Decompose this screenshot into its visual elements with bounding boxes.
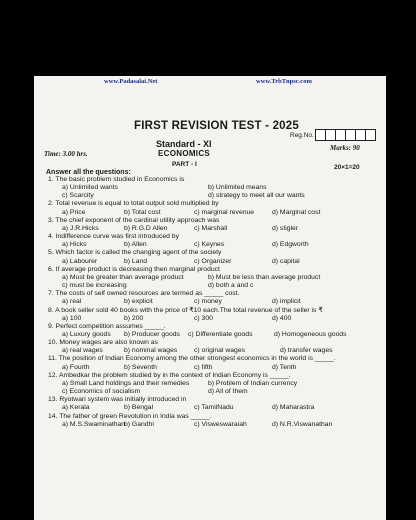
answer-option[interactable]: c) Organizer (194, 257, 232, 265)
answer-option[interactable]: a) J.R.Hicks (62, 224, 99, 232)
question-text: 7. The costs of self owned resources are termed as _____ cost. (48, 290, 240, 298)
answer-option[interactable]: b) Bengal (124, 404, 154, 412)
answer-option[interactable]: a) 100 (62, 314, 82, 322)
reg-number-box (290, 129, 376, 141)
option-group (48, 315, 380, 323)
question-text: 1. The basic problem studied in Economics is (48, 176, 185, 183)
part-label: PART - I (172, 161, 197, 168)
answer-option[interactable]: b) Allen (124, 241, 147, 249)
answer-option[interactable]: c) 300 (194, 314, 213, 322)
left-site-link[interactable]: www.Padasalai.Net (104, 78, 158, 85)
answer-option[interactable]: d) implicit (272, 298, 301, 306)
answer-option[interactable]: b) nominal wages (124, 347, 178, 355)
option-group (48, 225, 380, 233)
question-item (48, 372, 380, 396)
answer-option[interactable]: a) Kerala (62, 404, 90, 412)
option-group (48, 298, 380, 306)
option-group (48, 364, 380, 372)
answer-option[interactable]: b) Land (124, 257, 148, 265)
reg-label: Reg.No. (290, 131, 314, 139)
answer-option[interactable]: c) money (194, 298, 222, 306)
answer-option[interactable]: d) stigler (272, 224, 299, 232)
question-item (48, 266, 380, 290)
answer-option[interactable]: c) Differentiate goods (188, 330, 253, 338)
answer-option[interactable]: d) capital (272, 257, 300, 265)
question-text: 5. Which factor is called the changing agent of the society (48, 249, 222, 257)
answer-option[interactable]: a) Hicks (62, 241, 87, 249)
question-text: 2. Total revenue is equal to total output sold multiplied by (48, 200, 219, 208)
standard-label: Standard - XI (156, 139, 212, 149)
answer-option[interactable]: d) Edgworth (272, 241, 309, 249)
answer-option[interactable]: b) 200 (124, 314, 144, 322)
question-text: 12. Ambedkar the problem studied by in the context of Indian Economy is _____. (48, 371, 291, 379)
question-item (48, 233, 380, 249)
answer-option[interactable]: b) explicit (124, 298, 153, 306)
exam-title: FIRST REVISION TEST - 2025 (134, 120, 299, 132)
question-item (48, 176, 380, 200)
option-group (48, 331, 380, 339)
option-group (48, 421, 380, 429)
answer-option[interactable]: d) Marginal cost (272, 208, 321, 216)
instruction: Answer all the questions: (46, 169, 131, 176)
option-group (48, 184, 380, 200)
question-item (48, 249, 380, 265)
answer-option[interactable]: d) transfer wages (280, 347, 333, 355)
option-group (48, 380, 380, 396)
question-item (48, 413, 380, 429)
answer-option[interactable]: b) Unlimited means (208, 184, 267, 192)
answer-option[interactable]: a) Small Land holdings and their remedies (62, 379, 190, 387)
score-label: 20×1=20 (334, 164, 360, 171)
answer-option[interactable]: d) All of them (208, 388, 248, 396)
question-text: 3. The chief exponent of the cardinal utility approach was (48, 216, 220, 224)
answer-option[interactable]: d) both a and c (208, 282, 254, 290)
answer-option[interactable]: d) 400 (272, 314, 292, 322)
time-label: Time: 3.00 hrs. (44, 150, 88, 158)
question-text: 11. The position of Indian Economy among the other strongest economics in the world is _____. (48, 355, 336, 363)
answer-option[interactable]: d) Tenth (272, 363, 297, 371)
answer-option[interactable]: d) N.R.Viswanathan (272, 420, 333, 428)
answer-option[interactable]: b) Gandhi (124, 420, 154, 428)
answer-option[interactable]: a) Must be greater than average product (62, 273, 184, 281)
answer-option[interactable]: a) Luxury goods (62, 330, 111, 338)
exam-paper (34, 76, 386, 520)
question-text: 13. Ryotwari system was initially introduced in (48, 396, 187, 404)
answer-option[interactable]: a) Price (62, 208, 86, 216)
answer-option[interactable]: b) Seventh (124, 363, 157, 371)
answer-option[interactable]: a) real (62, 298, 82, 306)
question-item (48, 307, 380, 323)
question-list (48, 176, 380, 429)
subject-label: ECONOMICS (158, 149, 211, 158)
answer-option[interactable]: a) real wages (62, 347, 103, 355)
option-group (48, 404, 380, 412)
question-text: 10. Money wages are also known as (48, 339, 158, 347)
question-item (48, 290, 380, 306)
answer-option[interactable]: d) strategy to meet all our wants (208, 192, 305, 200)
question-text: 14. The father of green Revolution in India was _____. (48, 412, 212, 420)
question-text: 8. A book seller sold 40 books with the price of ₹10 each.The total revenue of the seller is ₹ (48, 306, 323, 314)
reg-cell (365, 129, 376, 141)
answer-option[interactable]: c) Keynes (194, 241, 225, 249)
question-item (48, 200, 380, 216)
option-group (48, 209, 380, 217)
answer-option[interactable]: d) Homogeneous goods (274, 330, 347, 338)
question-text: 9. Perfect competition assumes _____. (48, 322, 166, 330)
answer-option[interactable]: a) Unlimited wants (62, 184, 118, 192)
answer-option[interactable]: b) Problem of Indian currency (208, 379, 298, 387)
answer-option[interactable]: b) Must be less than average product (208, 273, 321, 281)
answer-option[interactable]: b) Producer goods (124, 330, 180, 338)
question-item (48, 339, 380, 355)
answer-option[interactable]: c) fifth (194, 363, 213, 371)
answer-option[interactable]: b) R.G.D Allen (124, 224, 168, 232)
answer-option[interactable]: c) Economics of socialism (62, 388, 141, 396)
marks-label: Marks: 90 (330, 144, 360, 152)
answer-option[interactable]: c) Marshall (194, 224, 228, 232)
question-text: 4. Indifference curve was first introduced by (48, 233, 179, 241)
answer-option[interactable]: c) TamilNadu (194, 404, 234, 412)
answer-option[interactable]: c) Visweswaraiah (194, 420, 247, 428)
right-site-link[interactable]: www.TrbTnpsc.com (256, 78, 312, 85)
answer-option[interactable]: c) marginal revenue (194, 208, 255, 216)
question-item (48, 323, 380, 339)
answer-option[interactable]: c) must be increasing (62, 282, 127, 290)
answer-option[interactable]: a) M.S.Swaminathan (62, 420, 126, 428)
answer-option[interactable]: a) Labourer (62, 257, 98, 265)
answer-option[interactable]: c) Scarcity (62, 192, 94, 200)
option-group (48, 241, 380, 249)
answer-option[interactable]: d) Maharastra (272, 404, 315, 412)
question-item (48, 355, 380, 371)
answer-option[interactable]: a) Fourth (62, 363, 90, 371)
answer-option[interactable]: b) Total cost (124, 208, 161, 216)
option-group (48, 274, 380, 290)
answer-option[interactable]: c) original wages (194, 347, 245, 355)
question-text: 6. If average product is decreasing then marginal product (48, 265, 220, 273)
option-group (48, 347, 380, 355)
question-item (48, 396, 380, 412)
question-item (48, 217, 380, 233)
option-group (48, 258, 380, 266)
